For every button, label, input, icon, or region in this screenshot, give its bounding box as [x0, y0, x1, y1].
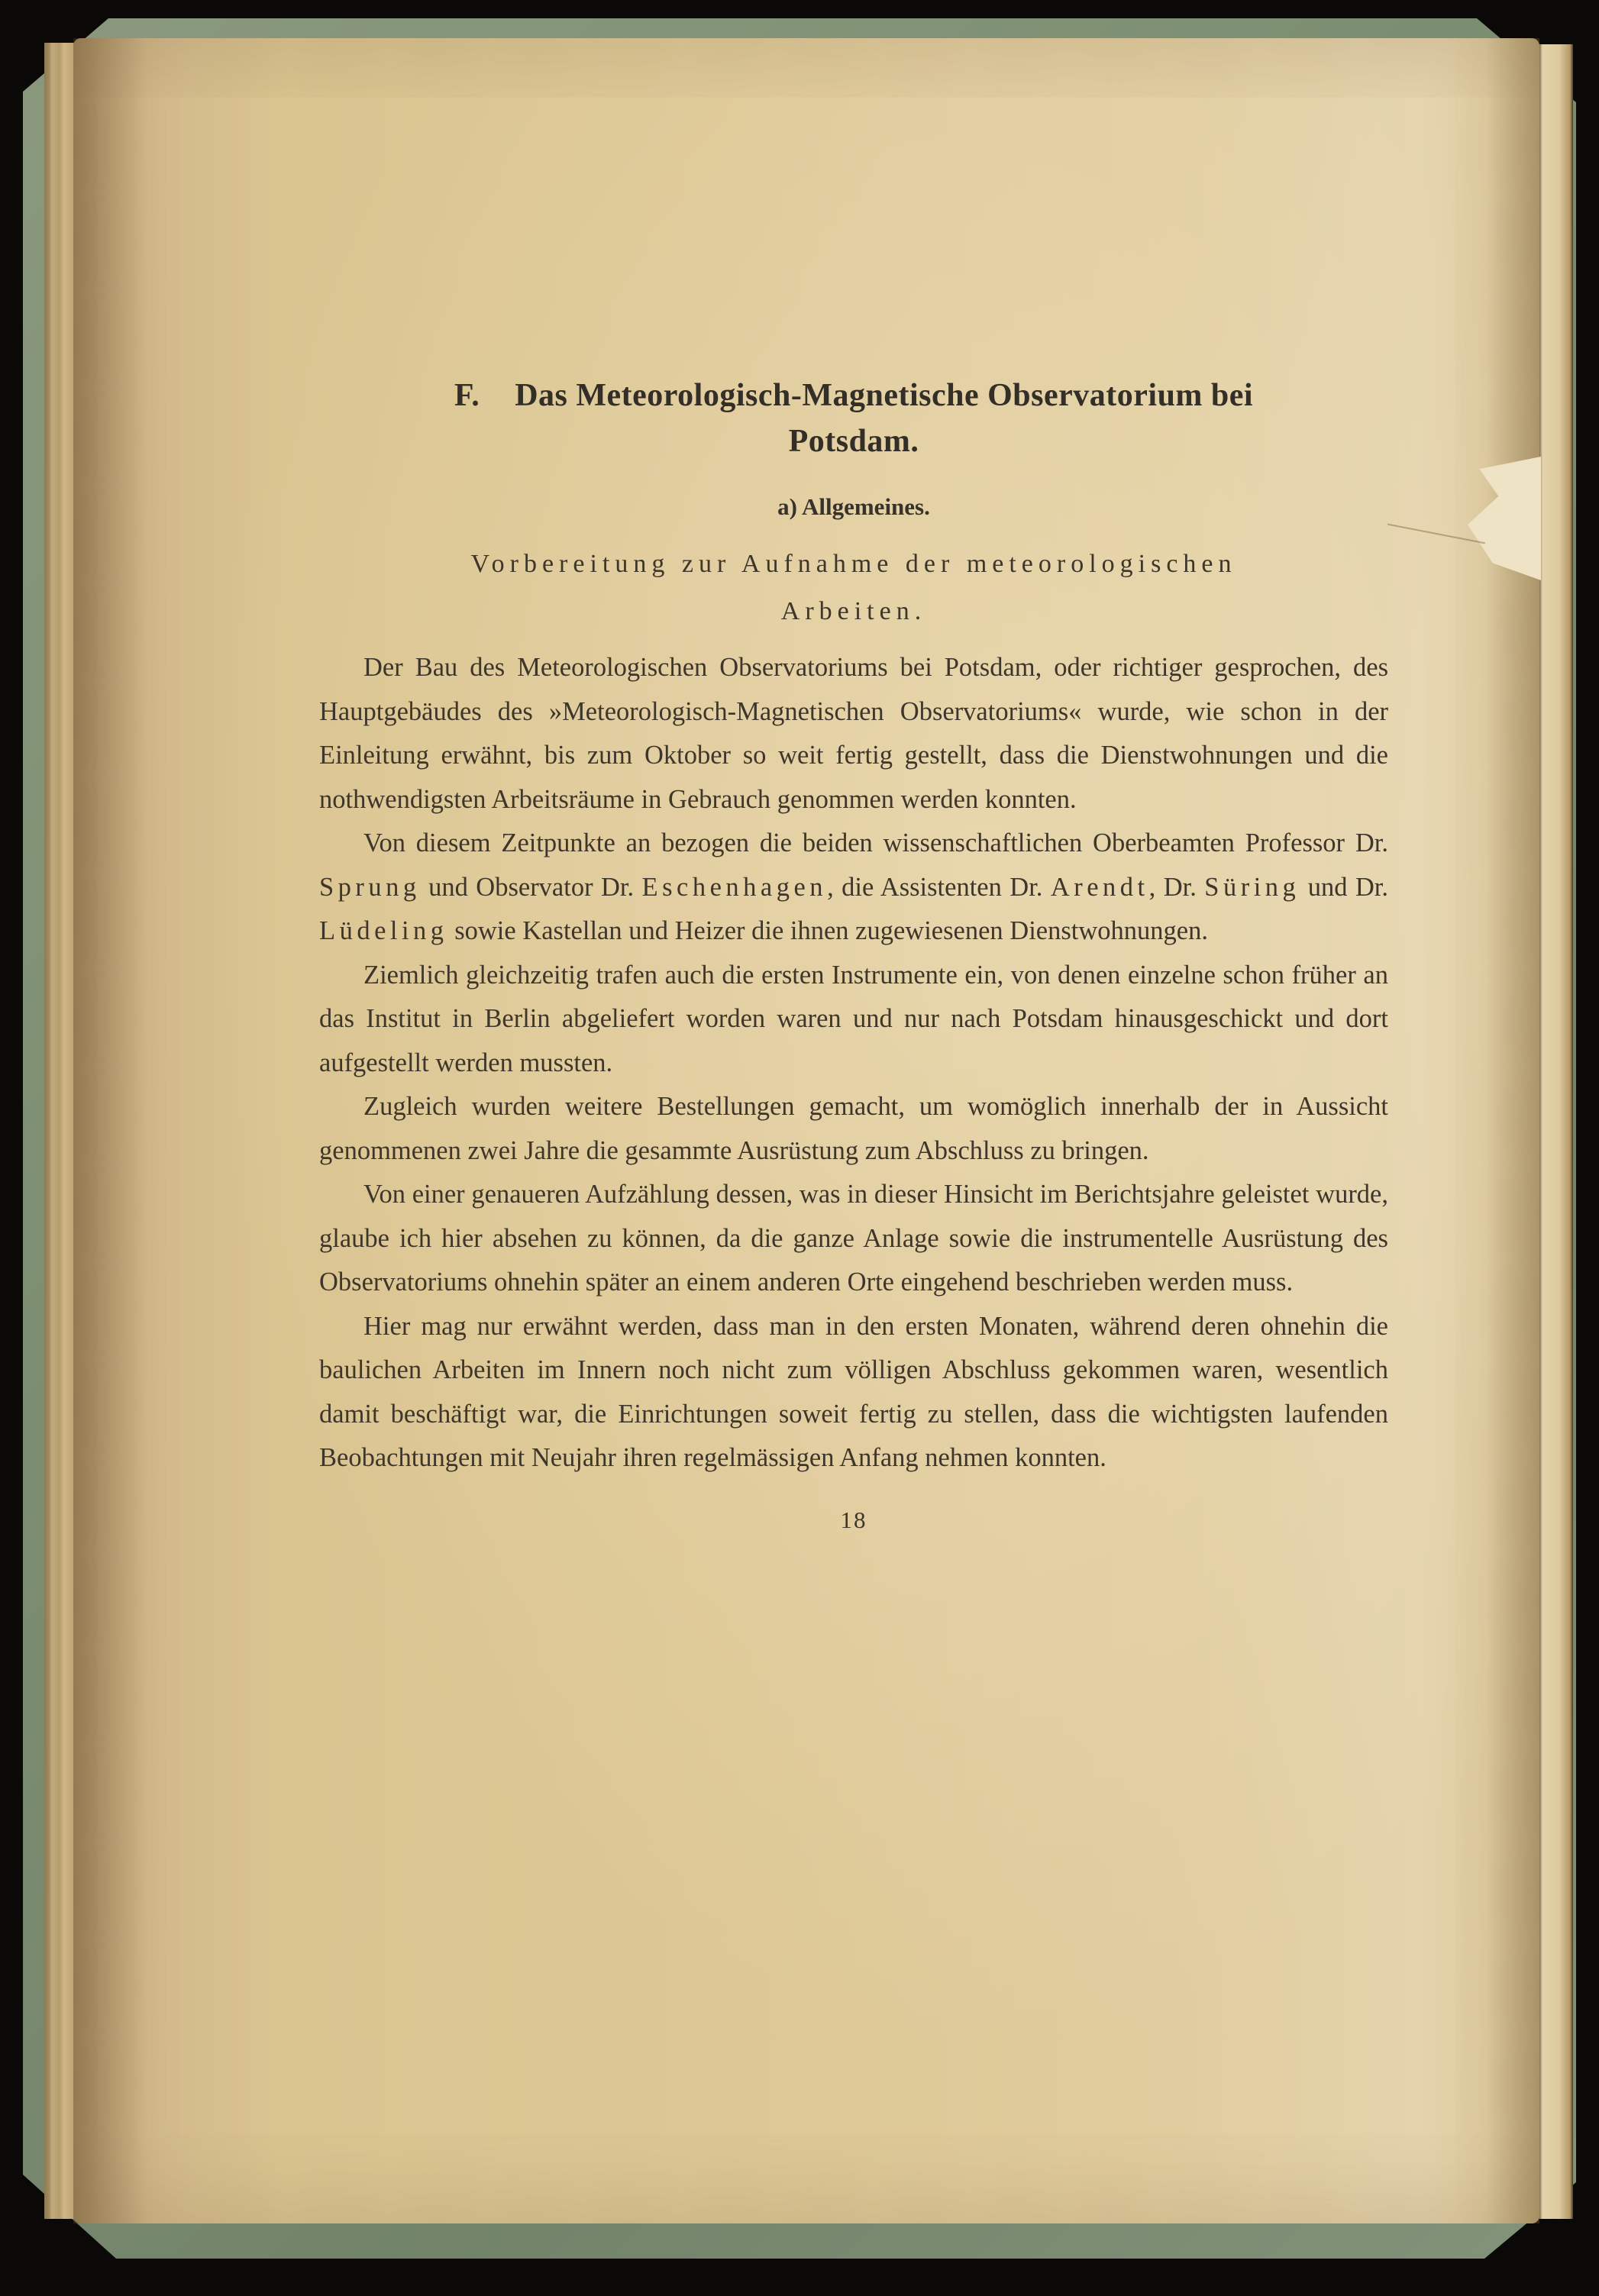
- page-content: [319, 373, 1388, 1534]
- scanned-page: [73, 38, 1539, 2223]
- page-title: [319, 373, 1388, 464]
- paragraph: [319, 1305, 1388, 1481]
- text-run: und Dr.: [1300, 872, 1389, 902]
- text-run: Zugleich wurden weitere Bestellungen gemacht, um womöglich innerhalb der in Aussicht genommenen zwei Jahre die gesammte Ausrüstung zum Abschluss zu bringen.: [319, 1092, 1388, 1165]
- text-run: Der Bau des Meteorologischen Observatoriums bei Potsdam, oder richtiger gesprochen, des Hauptgebäudes des »Meteorologisch-Magnetischen Observatoriums« wurde, wie schon in der Einleitung erwähnt, bis zum Oktober so weit fertig gestellt, dass die Dienstwohnungen und die nothwendigsten Arbeitsräume in Gebrauch genommen werden konnten.: [319, 653, 1388, 814]
- paragraph: [319, 1085, 1388, 1173]
- right-page-edge: [1536, 44, 1573, 2219]
- text-run: Ziemlich gleichzeitig trafen auch die ersten Instrumente ein, von denen einzelne schon früher an das Institut in Berlin abgeliefert worden waren und nur nach Potsdam hinausgeschickt und dort aufgestellt werden mussten.: [319, 960, 1388, 1077]
- title-text: Das Meteorologisch-Magnetische Observatorium bei: [515, 378, 1254, 413]
- section-letter: F.: [454, 378, 480, 413]
- person-name-spaced: Süring: [1204, 872, 1300, 902]
- torn-edge: [1468, 457, 1541, 580]
- page-curve-shadow: [1486, 38, 1539, 2223]
- sub-heading-line-1: Vorbereitung zur Aufnahme der meteorologischen: [470, 550, 1237, 578]
- text-run: und Observator Dr.: [420, 872, 642, 902]
- body-paragraphs: [319, 646, 1388, 1481]
- paragraph: [319, 646, 1388, 822]
- paragraph: [319, 1173, 1388, 1305]
- text-run: Von einer genaueren Aufzählung dessen, was in dieser Hinsicht im Berichtsjahre geleistet wurde, glaube ich hier absehen zu können, da die ganze Anlage sowie die instrumentelle Ausrüstung des Observatoriums ohnehin später an einem anderen Orte eingehend beschrieben werden muss.: [319, 1180, 1388, 1297]
- text-run: Hier mag nur erwähnt werden, dass man in den ersten Monaten, während deren ohnehin die baulichen Arbeiten im Innern noch nicht zum völligen Abschluss gekommen waren, wesentlich damit beschäftigt war, die Einrichtungen soweit fertig zu stellen, dass die wichtigsten laufenden Beobachtungen mit Neujahr ihren regelmässigen Anfang nehmen konnten.: [319, 1311, 1388, 1472]
- text-run: , die Assistenten Dr.: [827, 872, 1051, 902]
- person-name-spaced: Arendt: [1050, 872, 1149, 902]
- sub-heading-line-2: Arbeiten.: [780, 597, 927, 625]
- sub-heading: [319, 541, 1388, 635]
- text-run: Von diesem Zeitpunkte an bezogen die beiden wissenschaftlichen Oberbeamten Professor Dr.: [363, 828, 1388, 857]
- text-run: sowie Kastellan und Heizer die ihnen zugewiesenen Dienstwohnungen.: [447, 916, 1208, 945]
- person-name-spaced: Lüdeling: [319, 916, 448, 945]
- person-name-spaced: Eschenhagen: [641, 872, 828, 902]
- person-name-spaced: Sprung: [319, 872, 421, 902]
- title-line-2: Potsdam.: [788, 424, 919, 459]
- binding-gutter-shadow: [73, 38, 146, 2223]
- title-line-1: [319, 373, 1388, 418]
- paragraph: [319, 954, 1388, 1086]
- page-number: 18: [840, 1506, 867, 1533]
- paragraph: [319, 822, 1388, 954]
- section-label: a) Allgemeines.: [777, 493, 930, 520]
- text-run: , Dr.: [1148, 872, 1205, 902]
